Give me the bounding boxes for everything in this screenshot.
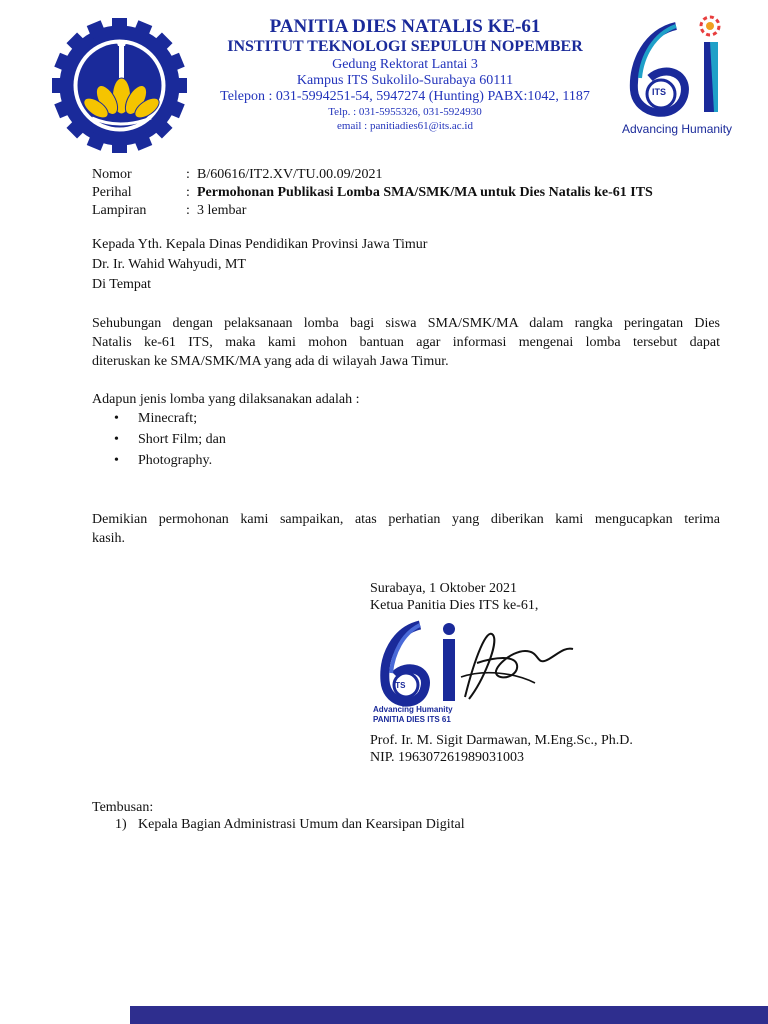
recipient-line-1: Kepada Yth. Kepala Dinas Pendidikan Provinsi Jawa Timur xyxy=(92,237,428,252)
nomor-value: B/60616/IT2.XV/TU.00.09/2021 xyxy=(197,167,383,182)
recipient-line-2: Dr. Ir. Wahid Wahyudi, MT xyxy=(92,257,246,272)
bullet-item-3: Photography. xyxy=(138,453,213,468)
body-paragraph-line-1: Sehubungan dengan pelaksanaan lomba bagi siswa SMA/SMK/MA dalam rangka peringatan Dies xyxy=(92,316,720,331)
lampiran-value: 3 lembar xyxy=(197,203,247,218)
body-paragraph-line-2: Natalis ke-61 ITS, maka kami mohon bantuan agar informasi mengenai lomba tersebut dapat xyxy=(92,335,720,350)
bullet-item-1: Minecraft; xyxy=(138,411,198,426)
footer-bar xyxy=(130,1006,768,1024)
signer-position: Ketua Panitia Dies ITS ke-61, xyxy=(370,598,539,613)
signer-name: Prof. Ir. M. Sigit Darmawan, M.Eng.Sc., Ph.D. xyxy=(370,733,633,748)
its-logo xyxy=(52,18,187,153)
lampiran-label: Lampiran xyxy=(92,203,147,218)
committee-stamp xyxy=(365,617,580,729)
email-line: email : panitiadies61@its.ac.id xyxy=(337,120,473,132)
cc-label: Tembusan: xyxy=(92,800,154,815)
logo-its-text: ITS xyxy=(652,87,667,97)
address-line-2: Kampus ITS Sukolilo-Surabaya 60111 xyxy=(296,73,514,88)
recipient-line-3: Di Tempat xyxy=(92,277,152,292)
logo-tagline: Advancing Humanity xyxy=(622,122,733,136)
bullet-item-2: Short Film; dan xyxy=(138,432,226,447)
lampiran-colon: : xyxy=(186,203,190,218)
signer-nip: NIP. 196307261989031003 xyxy=(370,750,525,765)
body-paragraph-line-3: diteruskan ke SMA/SMK/MA yang ada di wilayah Jawa Timur. xyxy=(92,354,449,369)
closing-line-1: Demikian permohonan kami sampaikan, atas perhatian yang diberikan kami mengucapkan terima xyxy=(92,512,720,527)
perihal-label: Perihal xyxy=(92,185,132,200)
address-line-1: Gedung Rektorat Lantai 3 xyxy=(332,57,478,72)
stamp-tagline: Advancing Humanity xyxy=(373,705,453,714)
cc-item-number: 1) xyxy=(115,817,127,832)
closing-line-2: kasih. xyxy=(92,531,126,546)
cc-item-text: Kepala Bagian Administrasi Umum dan Kearsipan Digital xyxy=(138,817,465,832)
institution-name: INSTITUT TEKNOLOGI SEPULUH NOPEMBER xyxy=(227,38,583,55)
bullet-dot: • xyxy=(114,411,119,426)
competition-intro: Adapun jenis lomba yang dilaksanakan adalah : xyxy=(92,392,360,407)
stamp-its-text: ITS xyxy=(393,681,406,690)
place-date: Surabaya, 1 Oktober 2021 xyxy=(370,581,517,596)
stamp-text: PANITIA DIES ITS 61 xyxy=(373,715,451,724)
bullet-dot: • xyxy=(114,432,119,447)
perihal-value: Permohonan Publikasi Lomba SMA/SMK/MA untuk Dies Natalis ke-61 ITS xyxy=(197,185,653,200)
phone-line: Telepon : 031-5994251-54, 5947274 (Hunting) PABX:1042, 1187 xyxy=(220,89,590,104)
nomor-colon: : xyxy=(186,167,190,182)
nomor-label: Nomor xyxy=(92,167,132,182)
perihal-colon: : xyxy=(186,185,190,200)
dies-61-logo xyxy=(618,12,743,140)
bullet-dot: • xyxy=(114,453,119,468)
fax-line: Telp. : 031-5955326, 031-5924930 xyxy=(328,106,482,118)
committee-title: PANITIA DIES NATALIS KE-61 xyxy=(269,16,541,37)
